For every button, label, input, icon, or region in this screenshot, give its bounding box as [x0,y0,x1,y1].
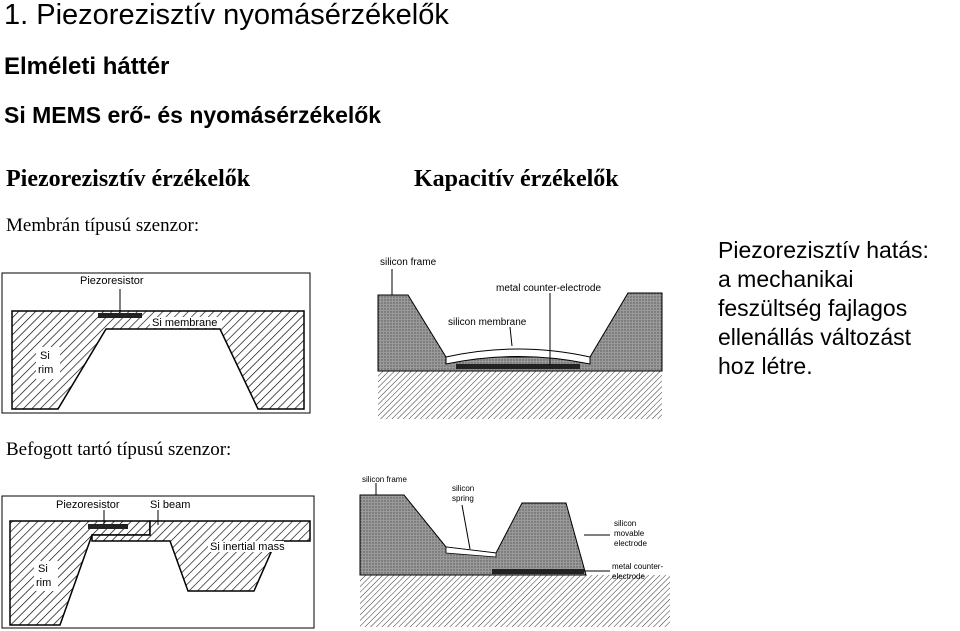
membrane-rim-label: rim [38,364,54,376]
note-line: feszültség fajlagos [718,295,908,321]
note-line: a mechanikai [718,266,854,292]
cantilever-type-label: Befogott tartó típusú szenzor: [6,439,232,460]
membrane-type-label: Membrán típusú szenzor: [6,215,200,236]
cantilever-si-beam-label: Si beam [150,499,191,511]
note-line: Piezorezisztív hatás: [718,237,929,263]
spring-counter-label-2: electrode [612,572,645,581]
cantilever-piezoresistor-label: Piezoresistor [56,499,120,511]
cap-silicon-frame-label: silicon frame [380,257,437,268]
cap-silicon-membrane-label: silicon membrane [448,317,527,328]
membrane-si-label: Si [40,350,50,362]
note-line: ellenállás változást [718,324,912,350]
note-line: hoz létre. [718,353,813,379]
membrane-si-membrane-label: Si membrane [152,317,218,329]
cantilever-inertial-mass-label: Si inertial mass [210,541,285,553]
cantilever-si-label: Si [38,563,48,575]
membrane-piezoresistor-label: Piezoresistor [80,275,144,287]
section-subtitle-2: Si MEMS erő- és nyomásérzékelők [4,102,382,128]
cantilever-rim-label: rim [36,577,52,589]
piezo-effect-note [718,236,929,381]
sensor-figure [0,143,676,631]
page-title: 1. Piezorezisztív nyomásérzékelők [4,0,449,31]
spring-counter-label-1: metal counter- [612,562,664,571]
spring-movable-label-1: silicon [614,519,637,528]
section-subtitle: Elméleti háttér [4,53,170,80]
spring-silicon-label: silicon [452,484,475,493]
capacitive-heading: Kapacitív érzékelők [414,166,619,192]
spring-spring-label: spring [452,494,474,503]
spring-movable-label-3: electrode [614,539,647,548]
spring-movable-label-2: movable [614,529,645,538]
spring-silicon-frame-label: silicon frame [362,475,407,484]
cap-counter-electrode-label: metal counter-electrode [496,283,602,294]
piezo-heading: Piezorezisztív érzékelők [6,166,251,192]
